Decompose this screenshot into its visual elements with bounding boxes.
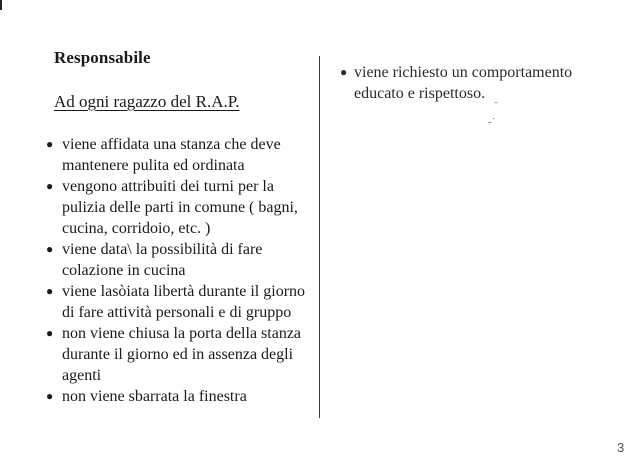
bullet-icon: ● — [46, 179, 54, 193]
scan-corner-mark — [0, 0, 2, 10]
list-item — [44, 323, 316, 386]
list-item-text: viene lasòiata libertà durante il giorno di fare attività personali e di gruppo — [62, 283, 306, 321]
list-item — [340, 62, 610, 104]
list-item — [44, 281, 316, 323]
list-item — [44, 239, 316, 281]
list-item-text: viene data\ la possibilità di fare colazione in cucina — [62, 241, 263, 279]
left-bullet-list — [44, 134, 316, 407]
list-item-text: viene affidata una stanza che deve mantenere pulita ed ordinata — [62, 136, 281, 174]
list-item-text: viene richiesto un comportamento educato e rispettoso. — [354, 64, 573, 102]
page-subtitle: Ad ogni ragazzo del R.A.P. — [54, 92, 240, 111]
bullet-icon: ● — [46, 389, 54, 403]
page-number: 3 — [617, 440, 625, 455]
bullet-icon: ● — [46, 137, 54, 151]
column-divider — [319, 56, 320, 418]
bullet-icon: ● — [46, 284, 54, 298]
scan-speck: ˜ — [494, 100, 498, 112]
right-bullet-list — [340, 62, 610, 104]
bullet-icon: ● — [46, 326, 54, 340]
bullet-icon: ● — [340, 65, 348, 79]
list-item-text: non viene chiusa la porta della stanza durante il giorno ed in assenza degli agenti — [62, 325, 302, 384]
scan-speck: ‐˙ — [488, 116, 496, 128]
page-heading: Responsabile — [54, 48, 151, 67]
list-item-text: vengono attribuiti dei turni per la pulizia delle parti in comune ( bagni, cucina, corridoio, etc. ) — [62, 178, 298, 237]
list-item — [44, 176, 316, 239]
bullet-icon: ● — [46, 242, 54, 256]
list-item — [44, 386, 316, 407]
list-item-text: non viene sbarrata la finestra — [62, 388, 247, 405]
list-item — [44, 134, 316, 176]
